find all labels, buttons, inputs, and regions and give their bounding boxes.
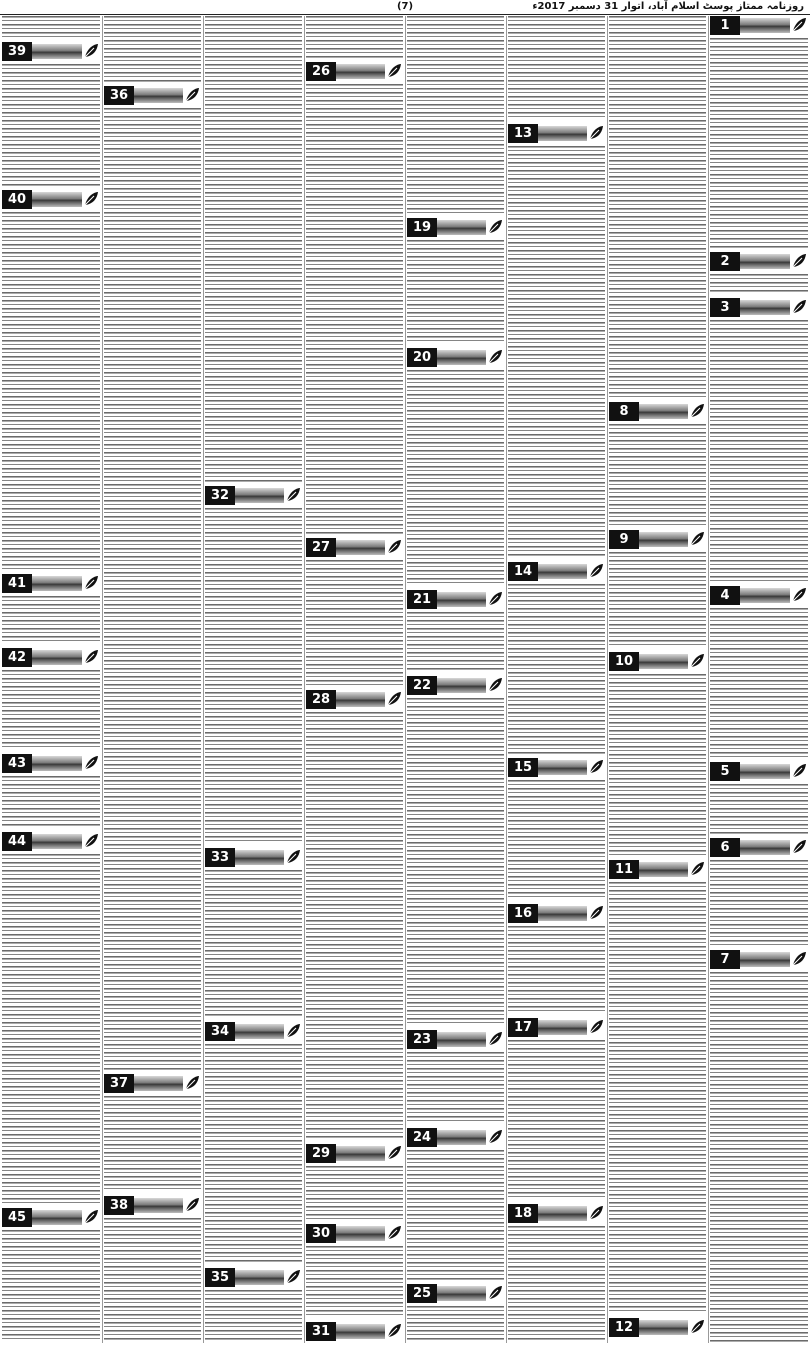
section-text bbox=[2, 64, 100, 186]
question-number: 38 bbox=[104, 1196, 134, 1215]
section-text bbox=[508, 1040, 605, 1200]
header-bar bbox=[336, 1324, 385, 1339]
header-bar bbox=[32, 44, 82, 59]
header-bar bbox=[235, 850, 284, 865]
question-header bbox=[609, 402, 706, 421]
leaf-icon bbox=[486, 218, 504, 237]
section-text bbox=[306, 84, 403, 534]
question-number: 8 bbox=[609, 402, 639, 421]
question-header bbox=[508, 562, 605, 581]
header-bar bbox=[32, 834, 82, 849]
section-text bbox=[407, 1306, 504, 1342]
column-8 bbox=[708, 16, 810, 1343]
question-header bbox=[306, 1322, 403, 1341]
question-header bbox=[104, 1196, 201, 1215]
header-bar bbox=[235, 488, 284, 503]
header-bar bbox=[740, 952, 790, 967]
question-header bbox=[407, 1284, 504, 1303]
question-header bbox=[407, 590, 504, 609]
section-text bbox=[710, 784, 808, 834]
question-header bbox=[508, 904, 605, 923]
header-bar bbox=[437, 678, 486, 693]
question-number: 42 bbox=[2, 648, 32, 667]
section-text bbox=[508, 1226, 605, 1342]
question-number: 45 bbox=[2, 1208, 32, 1227]
question-header bbox=[508, 758, 605, 777]
column-2 bbox=[102, 16, 203, 1343]
question-number: 44 bbox=[2, 832, 32, 851]
leaf-icon bbox=[385, 62, 403, 81]
column-5 bbox=[405, 16, 506, 1343]
question-header bbox=[306, 1144, 403, 1163]
section-text bbox=[306, 712, 403, 1140]
question-header bbox=[2, 190, 100, 209]
leaf-icon bbox=[688, 530, 706, 549]
question-header bbox=[710, 298, 808, 317]
question-number: 15 bbox=[508, 758, 538, 777]
question-header bbox=[205, 1022, 302, 1041]
header-bar bbox=[437, 1286, 486, 1301]
question-header bbox=[407, 676, 504, 695]
question-number: 13 bbox=[508, 124, 538, 143]
header-bar bbox=[134, 1076, 183, 1091]
question-header bbox=[710, 586, 808, 605]
question-number: 14 bbox=[508, 562, 538, 581]
question-header bbox=[508, 124, 605, 143]
question-header bbox=[205, 848, 302, 867]
leaf-icon bbox=[790, 950, 808, 969]
header-bar bbox=[437, 220, 486, 235]
question-number: 31 bbox=[306, 1322, 336, 1341]
section-text bbox=[2, 212, 100, 570]
section-text bbox=[104, 16, 201, 82]
leaf-icon bbox=[284, 1268, 302, 1287]
section-text bbox=[407, 1150, 504, 1280]
question-number: 34 bbox=[205, 1022, 235, 1041]
header-bar bbox=[538, 760, 587, 775]
page-number: (7) bbox=[396, 1, 414, 12]
leaf-icon bbox=[587, 904, 605, 923]
header-bar bbox=[639, 404, 688, 419]
question-header bbox=[609, 652, 706, 671]
question-header bbox=[407, 1128, 504, 1147]
question-header bbox=[306, 62, 403, 81]
section-text bbox=[2, 854, 100, 1204]
question-header bbox=[710, 838, 808, 857]
header-bar bbox=[538, 1020, 587, 1035]
header-bar bbox=[235, 1024, 284, 1039]
question-header bbox=[508, 1204, 605, 1223]
question-number: 3 bbox=[710, 298, 740, 317]
section-text bbox=[710, 274, 808, 294]
question-header bbox=[306, 1224, 403, 1243]
section-text bbox=[407, 16, 504, 214]
section-text bbox=[407, 240, 504, 344]
header-bar bbox=[32, 576, 82, 591]
question-number: 30 bbox=[306, 1224, 336, 1243]
section-text bbox=[306, 560, 403, 686]
header-bar bbox=[538, 564, 587, 579]
question-header bbox=[710, 16, 808, 35]
question-header bbox=[407, 218, 504, 237]
question-number: 40 bbox=[2, 190, 32, 209]
question-number: 21 bbox=[407, 590, 437, 609]
header-bar bbox=[32, 756, 82, 771]
leaf-icon bbox=[284, 848, 302, 867]
question-number: 35 bbox=[205, 1268, 235, 1287]
header-bar bbox=[32, 650, 82, 665]
question-header bbox=[508, 1018, 605, 1037]
question-number: 4 bbox=[710, 586, 740, 605]
header-bar bbox=[639, 862, 688, 877]
section-text bbox=[306, 1166, 403, 1220]
leaf-icon bbox=[82, 42, 100, 61]
section-text bbox=[508, 16, 605, 120]
leaf-icon bbox=[587, 562, 605, 581]
leaf-icon bbox=[486, 590, 504, 609]
masthead bbox=[0, 0, 810, 15]
question-number: 33 bbox=[205, 848, 235, 867]
section-text bbox=[2, 596, 100, 644]
question-header bbox=[205, 486, 302, 505]
leaf-icon bbox=[790, 586, 808, 605]
column-1 bbox=[0, 16, 102, 1343]
question-number: 1 bbox=[710, 16, 740, 35]
question-number: 39 bbox=[2, 42, 32, 61]
section-text bbox=[306, 1246, 403, 1318]
leaf-icon bbox=[587, 124, 605, 143]
leaf-icon bbox=[790, 252, 808, 271]
section-text bbox=[205, 508, 302, 844]
question-number: 32 bbox=[205, 486, 235, 505]
leaf-icon bbox=[486, 1128, 504, 1147]
paper-dateline: روزنامہ ممتاز پوسٹ اسلام آباد، اتوار 31 دسمبر 2017ء bbox=[532, 1, 804, 12]
column-6 bbox=[506, 16, 607, 1343]
header-bar bbox=[336, 1226, 385, 1241]
question-number: 28 bbox=[306, 690, 336, 709]
question-header bbox=[2, 754, 100, 773]
section-text bbox=[407, 612, 504, 672]
leaf-icon bbox=[587, 1204, 605, 1223]
header-bar bbox=[639, 1320, 688, 1335]
section-text bbox=[407, 1052, 504, 1124]
header-bar bbox=[336, 692, 385, 707]
leaf-icon bbox=[385, 538, 403, 557]
leaf-icon bbox=[82, 1208, 100, 1227]
question-header bbox=[104, 86, 201, 105]
header-bar bbox=[336, 1146, 385, 1161]
leaf-icon bbox=[486, 348, 504, 367]
question-number: 36 bbox=[104, 86, 134, 105]
question-number: 17 bbox=[508, 1018, 538, 1037]
question-header bbox=[710, 762, 808, 781]
leaf-icon bbox=[82, 574, 100, 593]
question-number: 24 bbox=[407, 1128, 437, 1147]
header-bar bbox=[235, 1270, 284, 1285]
section-text bbox=[508, 780, 605, 900]
leaf-icon bbox=[385, 690, 403, 709]
leaf-icon bbox=[82, 648, 100, 667]
header-bar bbox=[437, 592, 486, 607]
question-header bbox=[2, 648, 100, 667]
section-text bbox=[407, 370, 504, 586]
header-bar bbox=[740, 588, 790, 603]
section-text bbox=[710, 860, 808, 946]
header-bar bbox=[740, 840, 790, 855]
header-bar bbox=[437, 350, 486, 365]
section-text bbox=[2, 670, 100, 750]
leaf-icon bbox=[486, 676, 504, 695]
section-text bbox=[710, 38, 808, 248]
question-number: 5 bbox=[710, 762, 740, 781]
leaf-icon bbox=[183, 1196, 201, 1215]
question-number: 18 bbox=[508, 1204, 538, 1223]
question-number: 12 bbox=[609, 1318, 639, 1337]
header-bar bbox=[639, 654, 688, 669]
question-header bbox=[609, 860, 706, 879]
question-header bbox=[2, 574, 100, 593]
section-text bbox=[407, 698, 504, 1026]
header-bar bbox=[134, 1198, 183, 1213]
section-text bbox=[508, 146, 605, 558]
header-bar bbox=[740, 254, 790, 269]
question-number: 43 bbox=[2, 754, 32, 773]
section-text bbox=[609, 16, 706, 398]
question-header bbox=[205, 1268, 302, 1287]
question-number: 41 bbox=[2, 574, 32, 593]
question-number: 23 bbox=[407, 1030, 437, 1049]
leaf-icon bbox=[486, 1030, 504, 1049]
leaf-icon bbox=[790, 762, 808, 781]
header-bar bbox=[336, 540, 385, 555]
question-header bbox=[710, 252, 808, 271]
leaf-icon bbox=[486, 1284, 504, 1303]
leaf-icon bbox=[688, 860, 706, 879]
section-text bbox=[508, 584, 605, 754]
question-number: 10 bbox=[609, 652, 639, 671]
section-text bbox=[710, 320, 808, 582]
question-number: 22 bbox=[407, 676, 437, 695]
section-text bbox=[2, 776, 100, 828]
section-text bbox=[205, 1044, 302, 1264]
question-header bbox=[407, 348, 504, 367]
section-text bbox=[2, 1230, 100, 1342]
section-text bbox=[2, 16, 100, 38]
question-number: 16 bbox=[508, 904, 538, 923]
question-number: 7 bbox=[710, 950, 740, 969]
leaf-icon bbox=[183, 1074, 201, 1093]
leaf-icon bbox=[587, 758, 605, 777]
section-text bbox=[508, 926, 605, 1014]
question-header bbox=[609, 1318, 706, 1337]
leaf-icon bbox=[790, 298, 808, 317]
question-header bbox=[104, 1074, 201, 1093]
question-number: 20 bbox=[407, 348, 437, 367]
question-number: 29 bbox=[306, 1144, 336, 1163]
header-bar bbox=[32, 1210, 82, 1225]
section-text bbox=[609, 674, 706, 856]
question-number: 25 bbox=[407, 1284, 437, 1303]
leaf-icon bbox=[385, 1224, 403, 1243]
leaf-icon bbox=[688, 652, 706, 671]
leaf-icon bbox=[284, 486, 302, 505]
question-number: 27 bbox=[306, 538, 336, 557]
column-7 bbox=[607, 16, 708, 1343]
leaf-icon bbox=[790, 838, 808, 857]
header-bar bbox=[538, 906, 587, 921]
column-4 bbox=[304, 16, 405, 1343]
section-text bbox=[205, 1290, 302, 1342]
leaf-icon bbox=[688, 1318, 706, 1337]
question-header bbox=[407, 1030, 504, 1049]
header-bar bbox=[740, 18, 790, 33]
section-text bbox=[104, 1096, 201, 1192]
question-header bbox=[306, 690, 403, 709]
question-number: 19 bbox=[407, 218, 437, 237]
leaf-icon bbox=[385, 1144, 403, 1163]
header-bar bbox=[437, 1032, 486, 1047]
question-header bbox=[609, 530, 706, 549]
question-number: 2 bbox=[710, 252, 740, 271]
section-text bbox=[104, 108, 201, 1070]
leaf-icon bbox=[82, 832, 100, 851]
question-number: 26 bbox=[306, 62, 336, 81]
header-bar bbox=[336, 64, 385, 79]
header-bar bbox=[134, 88, 183, 103]
leaf-icon bbox=[587, 1018, 605, 1037]
header-bar bbox=[740, 764, 790, 779]
question-header bbox=[710, 950, 808, 969]
section-text bbox=[710, 608, 808, 758]
header-bar bbox=[740, 300, 790, 315]
question-header bbox=[2, 832, 100, 851]
leaf-icon bbox=[284, 1022, 302, 1041]
section-text bbox=[205, 16, 302, 482]
question-number: 9 bbox=[609, 530, 639, 549]
section-text bbox=[306, 16, 403, 58]
header-bar bbox=[538, 126, 587, 141]
leaf-icon bbox=[688, 402, 706, 421]
header-bar bbox=[538, 1206, 587, 1221]
header-bar bbox=[639, 532, 688, 547]
question-number: 6 bbox=[710, 838, 740, 857]
section-text bbox=[609, 424, 706, 526]
leaf-icon bbox=[82, 190, 100, 209]
leaf-icon bbox=[82, 754, 100, 773]
question-header bbox=[2, 42, 100, 61]
header-bar bbox=[32, 192, 82, 207]
question-header bbox=[2, 1208, 100, 1227]
column-3 bbox=[203, 16, 304, 1343]
section-text bbox=[609, 552, 706, 648]
section-text bbox=[609, 882, 706, 1314]
header-bar bbox=[437, 1130, 486, 1145]
question-number: 37 bbox=[104, 1074, 134, 1093]
section-text bbox=[205, 870, 302, 1018]
leaf-icon bbox=[790, 16, 808, 35]
leaf-icon bbox=[385, 1322, 403, 1341]
question-number: 11 bbox=[609, 860, 639, 879]
section-text bbox=[710, 972, 808, 1342]
section-text bbox=[104, 1218, 201, 1342]
leaf-icon bbox=[183, 86, 201, 105]
question-header bbox=[306, 538, 403, 557]
